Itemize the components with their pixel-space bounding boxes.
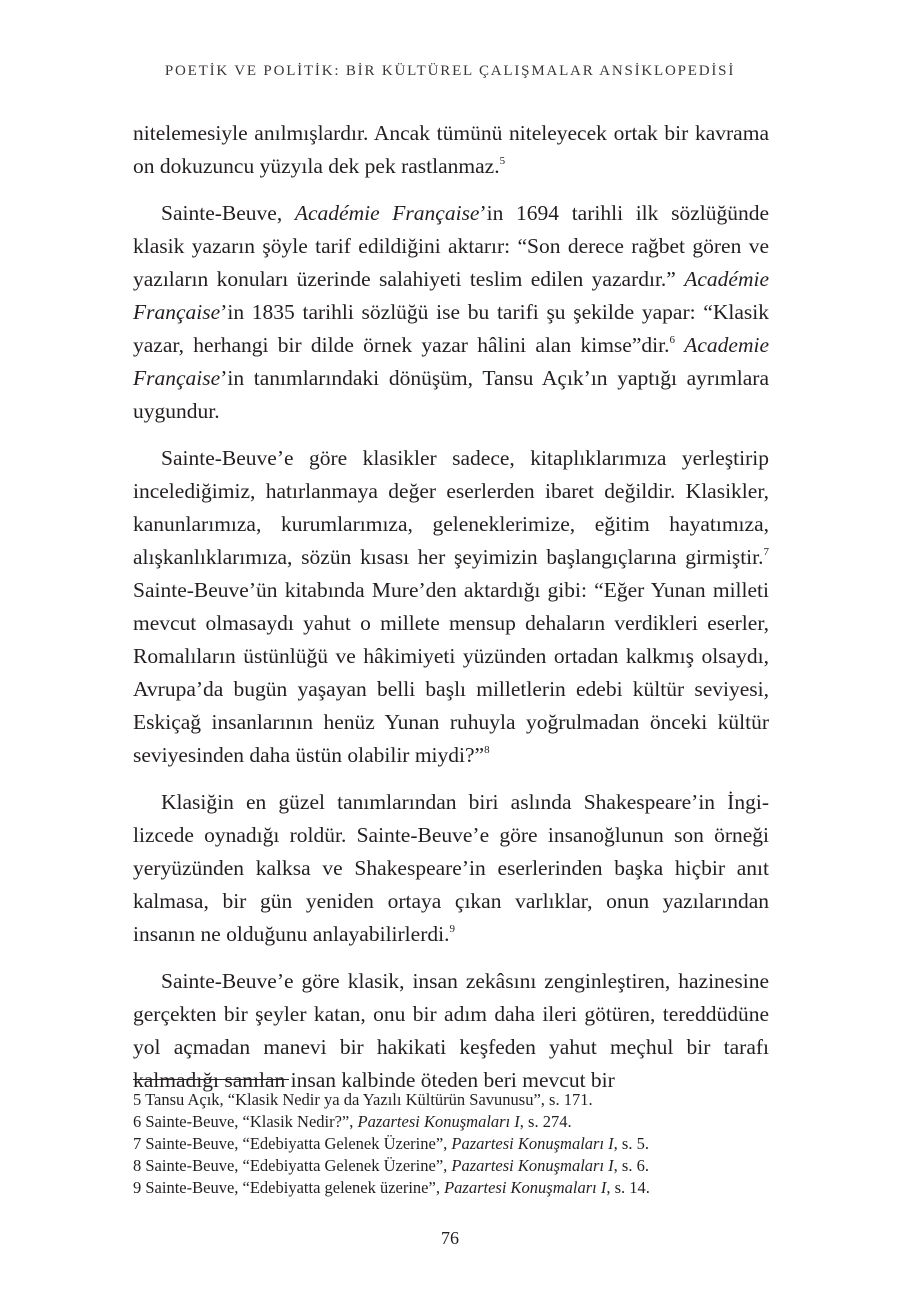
footnote-ref: 8: [484, 744, 490, 756]
running-head: POETİK VE POLİTİK: BİR KÜLTÜREL ÇALIŞMALAR ANSİKLOPEDİSİ: [164, 63, 736, 79]
footnote-text: Sainte-Beuve, “Edebiyatta gelenek üzerine”,: [145, 1178, 445, 1197]
footnote-6: [133, 1111, 773, 1133]
italic-title: Académie Française: [294, 201, 480, 225]
italic-title: Academie Française: [133, 333, 769, 390]
footnotes: [133, 1089, 773, 1199]
footnote-number: 6: [133, 1112, 142, 1131]
paragraph-text: nitelemesiyle anılmışlardır. Ancak tümünü niteleyecek ortak bir kavrama on dokuzuncu yüzyıla dek pek rastlanmaz.: [133, 121, 769, 178]
footnote-number: 5: [133, 1090, 142, 1109]
footnote-8: [133, 1155, 773, 1177]
footnote-tail: , s. 5.: [613, 1134, 649, 1153]
footnote-7: [133, 1133, 773, 1155]
paragraph-text: Sainte-Beuve’e göre klasikler sadece, kitaplıklarımıza yerleştirip incelediğimiz, hatırlanmaya değer eserlerden ibaret değildir. Klasikler, kanunlarımıza, kurumlarımıza, geleneklerimize, eğitim hayatımıza, alışkanlıklarımıza, sözün kısası her şeyimizin başlangıçlarına girmiştir.: [133, 446, 769, 569]
footnote-9: [133, 1177, 773, 1199]
footnote-text: Sainte-Beuve, “Edebiyatta Gelenek Üzerine”,: [145, 1134, 452, 1153]
paragraph-5: [133, 965, 769, 1097]
footnote-text: Sainte-Beuve, “Edebiyatta Gelenek Üzerine”,: [145, 1156, 452, 1175]
paragraph-text: [675, 333, 684, 357]
footnote-text: Tansu Açık, “Klasik Nedir ya da Yazılı Kültürün Savunusu”, s. 171.: [145, 1090, 593, 1109]
paragraph-text: ’in 1694 tarihli ilk sözlüğünde klasik yazarın şöyle tarif edildiğini aktarır: “Son derece rağbet gören ve yazıların konuları üzerinde salahiyeti teslim edilen yazardır.”: [133, 201, 770, 291]
footnote-divider: [133, 1079, 289, 1080]
footnote-text: Sainte-Beuve, “Klasik Nedir?”,: [145, 1112, 358, 1131]
paragraph-text: ’in 1835 tarihli sözlüğü ise bu tarifi şu şekilde yapar: “Klasik yazar, herhangi bir dilde örnek yazar hâlini alan kimse”dir.: [133, 300, 769, 357]
footnote-tail: , s. 274.: [519, 1112, 572, 1131]
paragraph-text: Sainte-Beuve’ün kitabında Mure’den aktardığı gibi: “Eğer Yunan milleti mevcut olmasaydı yahut o millete mensup dehaların verdikleri eserler, Romalıların üstünlüğü ve hâkimiyeti yüzünden ortadan kalkmış olsaydı, Avrupa’da bugün yaşayan belli başlı milletlerin edebi kültür seviyesi, Eskiçağ insanlarının henüz Yunan ruhuyla yoğrulmadan önceki kültür seviyesinden daha üstün olabilir miydi?”: [133, 578, 769, 767]
footnote-ref: 5: [499, 155, 506, 167]
footnote-number: 8: [133, 1156, 142, 1175]
paragraph-text: Klasiğin en güzel tanımlarından biri aslında Shakespeare’in İngilizcede oynadığı roldür. Sainte-Beuve’e göre insanoğlunun son örneği yeryüzünden kalksa ve Shakespeare’in eserlerinden başka hiçbir anıt kalmasa, bir gün yeniden ortaya çıkan varlıklar, onun yazılarından insanın ne olduğunu anlayabilirlerdi.: [133, 790, 769, 946]
italic-title: Académie Française: [133, 267, 769, 324]
footnote-italic-title: Pazartesi Konuşmaları I: [357, 1112, 520, 1131]
footnote-italic-title: Pazartesi Konuşmaları I: [451, 1156, 614, 1175]
footnote-tail: , s. 6.: [613, 1156, 649, 1175]
paragraph-text: Sainte-Beuve,: [161, 201, 295, 225]
footnote-ref: 6: [669, 334, 675, 346]
page-number: 76: [441, 1228, 459, 1248]
footnote-5: [133, 1089, 773, 1111]
paragraph-1: [133, 117, 769, 183]
footnote-italic-title: Pazartesi Konuşmaları I: [444, 1178, 607, 1197]
paragraph-3: [133, 442, 769, 772]
body-text: [133, 117, 769, 1097]
footnote-italic-title: Pazartesi Konuşmaları I: [451, 1134, 614, 1153]
paragraph-2: [133, 197, 769, 428]
footnote-ref: 9: [449, 923, 455, 935]
footnote-ref: 7: [763, 546, 769, 558]
footnote-number: 9: [133, 1178, 142, 1197]
footnote-tail: , s. 14.: [606, 1178, 650, 1197]
paragraph-text: ’in tanımlarındaki dönüşüm, Tansu Açık’ın yaptığı ayrımlara uygundur.: [133, 366, 769, 423]
footnote-number: 7: [133, 1134, 142, 1153]
paragraph-4: [133, 786, 769, 951]
paragraph-text: Sainte-Beuve’e göre klasik, insan zekâsını zenginleştiren, hazinesine gerçekten bir şeyler katan, onu bir adım daha ileri götüren, tereddüdüne yol açmadan manevi bir hakikati keşfeden yahut meçhul bir tarafı kalmadığı sanılan insan kalbinde öteden beri mevcut bir: [133, 969, 769, 1092]
